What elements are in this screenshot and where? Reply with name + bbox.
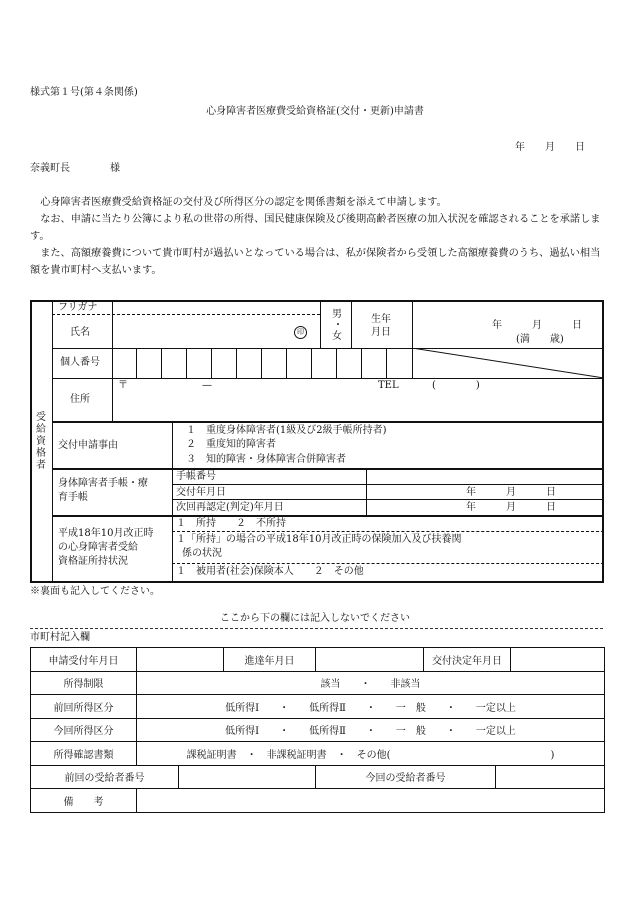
prev-income-options: 低所得Ⅰ ・ 低所得Ⅱ ・ 一 般 ・ 一定以上 (137, 695, 605, 719)
transmit-date-field[interactable] (316, 648, 424, 672)
dates-row (31, 648, 605, 672)
diagonal-slash (412, 348, 604, 378)
tel-label: TEL (378, 380, 399, 391)
curr-number-field[interactable] (496, 765, 605, 789)
form-title: 心身障害者医療費受給資格証(交付・更新)申請書 (206, 106, 424, 117)
decision-date-label: 交付決定年月日 (424, 648, 511, 672)
status-label-2: の心身障害者受給 (58, 542, 138, 553)
prev-income-row (31, 695, 605, 719)
income-limit-label: 所得制限 (31, 671, 137, 695)
receipt-date-label: 申請受付年月日 (31, 648, 137, 672)
birth-date-value: 年 月 日 (492, 320, 582, 331)
handbook-label-2: 育手帳 (58, 492, 88, 503)
tel-paren: ( ) (432, 380, 480, 391)
remarks-row (31, 789, 605, 813)
age-value: (満 歳) (516, 334, 564, 345)
docs-row (31, 742, 605, 766)
handbook-number-label: 手帳番号 (176, 471, 216, 482)
municipality-section-label: 市町村記入欄 (30, 632, 90, 643)
intro-paragraph-1: 心身障害者医療費受給資格証の交付及び所得区分の認定を関係書類を添えて申請します。 (40, 197, 447, 208)
recert-date-value: 年 月 日 (466, 502, 556, 513)
income-limit-value: 該当 ・ 非該当 (137, 671, 605, 695)
applicant-side-label: 受給資格者 (36, 412, 46, 471)
seal-mark: 印 (294, 326, 307, 339)
status-label-3: 資格証所持状況 (58, 556, 128, 567)
receipt-date-field[interactable] (137, 648, 224, 672)
reason-label: 交付申請事由 (58, 440, 118, 451)
status-line-3: 係の状況 (182, 548, 222, 559)
intro-paragraph-3: また、高額療養費について貴市町村が過払いとなっている場合は、私が保険者から受領した高額療養費のうち、過払い相当額を貴市町村へ支払います。 (30, 248, 601, 276)
form-number: 様式第１号(第４条関係) (30, 87, 138, 98)
sex-dot: ・ (333, 320, 343, 331)
curr-income-row (31, 718, 605, 742)
docs-options: 課税証明書 ・ 非課税証明書 ・ その他( ) (137, 742, 605, 766)
status-line-4: １ 被用者(社会)保険本人 ２ その他 (176, 566, 364, 577)
remarks-field[interactable] (137, 789, 605, 813)
cut-line (30, 628, 603, 629)
docs-label: 所得確認書類 (31, 742, 137, 766)
sex-male: 男 (332, 309, 342, 320)
status-label-1: 平成18年10月改正時 (58, 528, 154, 539)
do-not-fill-instruction: ここから下の欄には記入しないでください (220, 613, 410, 624)
reason-2: ２ 重度知的障害者 (186, 439, 276, 450)
curr-income-label: 今回所得区分 (31, 718, 137, 742)
intro-paragraph-2: なお、申請に当たり公簿により私の世帯の所得、国民健康保険及び後期高齢者医療の加入状況を確認されることを承諾します。 (30, 214, 601, 242)
address-label: 住所 (70, 394, 90, 405)
birth-date-label: 生年月日 (371, 314, 391, 338)
reason-3: ３ 知的障害・身体障害合併障害者 (186, 454, 346, 465)
income-limit-row (31, 671, 605, 695)
postal-mark: 〒 (118, 380, 128, 391)
personal-number-label: 個人番号 (60, 357, 100, 368)
prev-income-label: 前回所得区分 (31, 695, 137, 719)
curr-number-label: 今回の受給者番号 (316, 765, 496, 789)
municipality-table (30, 647, 605, 813)
application-date: 年 月 日 (515, 142, 585, 153)
recert-date-label: 次回再認定(判定)年月日 (176, 502, 284, 513)
postal-dash: — (202, 380, 212, 391)
status-line-2: １「所持」の場合の平成18年10月改正時の保険加入及び扶養関 (176, 534, 462, 545)
furigana-label: フリガナ (58, 302, 98, 313)
prev-number-field[interactable] (179, 765, 316, 789)
remarks-label: 備 考 (31, 789, 137, 813)
name-label: 氏名 (70, 327, 90, 338)
handbook-label: 身体障害者手帳・療 (58, 478, 148, 489)
decision-date-field[interactable] (511, 648, 605, 672)
issue-date-label: 交付年月日 (176, 487, 226, 498)
back-side-note: ※裏面も記入してください。 (30, 586, 160, 597)
transmit-date-label: 進達年月日 (224, 648, 316, 672)
prev-number-label: 前回の受給者番号 (31, 765, 179, 789)
issue-date-value: 年 月 日 (466, 487, 556, 498)
reason-1: １ 重度身体障害者(1級及び2級手帳所持者) (186, 425, 387, 436)
curr-income-options: 低所得Ⅰ ・ 低所得Ⅱ ・ 一 般 ・ 一定以上 (137, 718, 605, 742)
addressee: 奈義町長 様 (30, 163, 120, 174)
sex-female: 女 (332, 331, 342, 342)
status-line-1: １ 所持 ２ 不所持 (176, 518, 286, 529)
recipient-number-row (31, 765, 605, 789)
